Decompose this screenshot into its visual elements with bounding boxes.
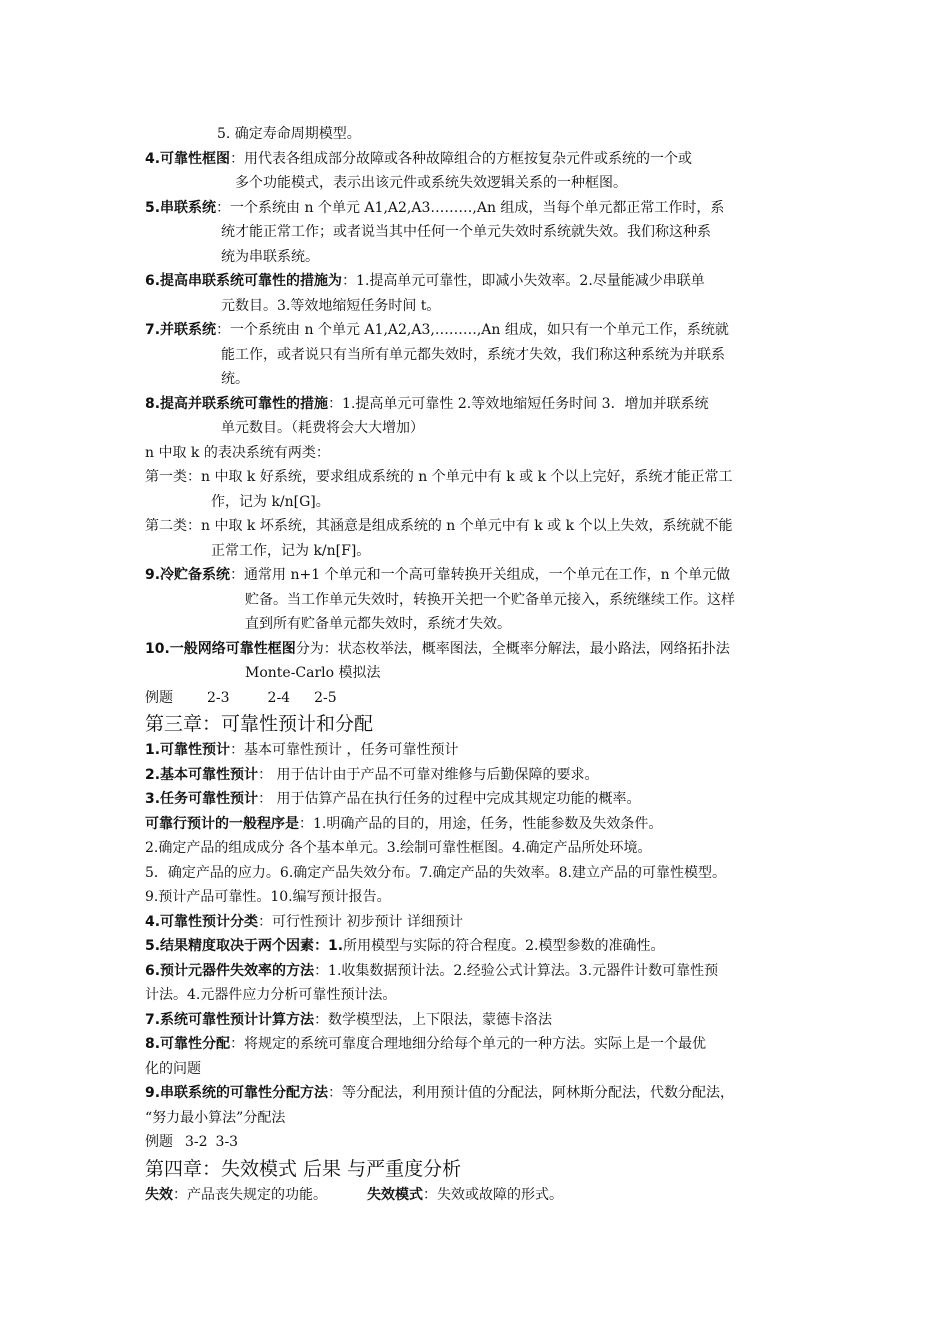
- paragraph-text: “努力最小算法”分配法: [145, 1109, 286, 1126]
- paragraph: [145, 885, 810, 910]
- paragraph-text: n 中取 k 好系统，要求组成系统的 n 个单元中有 k 或 k 个以上完好，系统才能正常工: [201, 469, 733, 485]
- definition-text: 统为串联系统。: [221, 248, 319, 265]
- definition-text: 统。: [221, 371, 249, 387]
- definition-continuation: [145, 245, 810, 270]
- definition-cold-standby: [145, 563, 810, 588]
- paragraph-text: ：1.明确产品的目的，用途，任务，性能参数及失效条件。: [299, 815, 663, 832]
- paragraph-text: ：产品丧失规定的功能。: [173, 1186, 327, 1203]
- paragraph: [145, 1183, 810, 1208]
- definition-text: ：用代表各组成部分故障或各种故障组合的方框按复杂元件或系统的一个或: [230, 150, 693, 167]
- paragraph-text: 所用模型与实际的符合程度。2.模型参数的准确性。: [343, 938, 665, 954]
- term: 10.一般网络可靠性框图: [145, 640, 296, 657]
- definition-text: Monte-Carlo 模拟法: [245, 665, 381, 681]
- paragraph: [145, 1081, 810, 1106]
- vote-system-type-2: [145, 514, 810, 539]
- paragraph-text: 2.确定产品的组成成分 各个基本单元。3.绘制可靠性框图。4.确定产品所处环境。: [145, 840, 652, 856]
- definition-network-diagram: [145, 637, 810, 662]
- definition-text: 贮备。当工作单元失效时，转换开关把一个贮备单元接入，系统继续工作。这样: [245, 591, 735, 608]
- examples-label: 例题: [145, 1134, 173, 1150]
- example-ref: 3-2: [185, 1134, 208, 1150]
- paragraph-continuation: [145, 490, 810, 515]
- definition-text: ：一个系统由 n 个单元 A1,A2,A3………,An 组成，当每个单元都正常工作时，系: [216, 199, 725, 216]
- paragraph-continuation: [145, 1057, 810, 1082]
- paragraph: [145, 910, 810, 935]
- paragraph-text: ：失效或故障的形式。: [423, 1186, 563, 1203]
- paragraph-text: ：可行性预计 初步预计 详细预计: [258, 913, 463, 930]
- paragraph-text: ：将规定的系统可靠度合理地细分给每个单元的一种方法。实际上是一个最优: [230, 1036, 707, 1052]
- lead-label: 第二类：: [145, 518, 201, 534]
- paragraph-text: 5．确定产品的应力。6.确定产品失效分布。7.确定产品的失效率。8.建立产品的可靠性模型。: [145, 864, 726, 881]
- term: 5.结果精度取决于两个因素: [145, 938, 315, 954]
- vote-system-type-1: [145, 465, 810, 490]
- paragraph: [145, 812, 810, 837]
- definition-text: ：1.提高单元可靠性 2.等效地缩短任务时间 3．增加并联系统: [328, 395, 709, 412]
- definition-continuation: [145, 416, 810, 441]
- chapter-3-heading: 第三章：可靠性预计和分配: [145, 713, 374, 735]
- term: 失效: [145, 1186, 173, 1203]
- definition-continuation: [145, 171, 810, 196]
- term: 9.串联系统的可靠性分配方法: [145, 1085, 329, 1101]
- item-text: 5. 确定寿命周期模型。: [217, 126, 361, 142]
- definition-continuation: [145, 367, 810, 392]
- definition-text: ：1.提高单元可靠性，即减小失效率。2.尽量能减少串联单: [342, 273, 705, 289]
- definition-continuation: [145, 612, 810, 637]
- paragraph-text: 9.预计产品可靠性。10.编写预计报告。: [145, 889, 391, 905]
- term: 6.提高串联系统可靠性的措施为: [145, 273, 343, 289]
- definition-text: 元数目。3.等效地缩短任务时间 t。: [221, 297, 441, 314]
- paragraph: [145, 934, 810, 959]
- term: 2.基本可靠性预计: [145, 766, 259, 783]
- example-ref: 2-3: [207, 689, 230, 706]
- examples-label: 例题: [145, 689, 173, 706]
- definition-parallel-improvement: [145, 392, 810, 417]
- term: 4.可靠性框图: [145, 150, 231, 167]
- term: 6.预计元器件失效率的方法: [145, 962, 315, 979]
- definition-continuation: [145, 220, 810, 245]
- term: 可靠行预计的一般程序是: [145, 815, 299, 832]
- paragraph-continuation: [145, 1106, 810, 1131]
- paragraph: [145, 861, 810, 886]
- paragraph-text: ：基本可靠性预计 ，任务可靠性预计: [230, 742, 459, 758]
- paragraph: [145, 836, 810, 861]
- term: 8.可靠性分配: [145, 1036, 231, 1052]
- definition-continuation: [145, 294, 810, 319]
- definition-text: ：通常用 n+1 个单元和一个高可靠转换开关组成，一个单元在工作，n 个单元做: [230, 567, 731, 583]
- paragraph: [145, 787, 810, 812]
- example-ref: 2-5: [314, 689, 337, 706]
- definition-text: ：一个系统由 n 个单元 A1,A2,A3,………,An 组成，如只有一个单元工作，系统就: [216, 322, 729, 338]
- example-ref: 2-4: [267, 689, 291, 706]
- paragraph-continuation: [145, 983, 810, 1008]
- term: 7.系统可靠性预计计算方法: [145, 1011, 315, 1028]
- paragraph-text: 作，记为 k/n[G]。: [211, 493, 330, 510]
- term: 8.提高并联系统可靠性的措施: [145, 395, 329, 412]
- definition-series-improvement: [145, 269, 810, 294]
- list-item: [145, 122, 810, 147]
- definition-parallel-system: [145, 318, 810, 343]
- definition-continuation: [145, 343, 810, 368]
- paragraph: [145, 763, 810, 788]
- paragraph-text: ： 用于估算产品在执行任务的过程中完成其规定功能的概率。: [258, 791, 641, 807]
- chapter-4-heading: 第四章：失效模式 后果 与严重度分析: [145, 1157, 462, 1180]
- definition-reliability-block-diagram: [145, 147, 810, 172]
- definition-text: 直到所有贮备单元都失效时，系统才失效。: [245, 616, 511, 632]
- example-ref: 3-3: [215, 1134, 239, 1150]
- definition-text: 单元数目。（耗费将会大大增加）: [221, 420, 424, 436]
- definition-continuation: [145, 588, 810, 613]
- lead-label: 第一类：: [145, 469, 201, 485]
- definition-series-system: [145, 196, 810, 221]
- paragraph: [145, 959, 810, 984]
- paragraph-text: ：1.收集数据预计法。2.经验公式计算法。3.元器件计数可靠性预: [314, 962, 719, 979]
- paragraph: [145, 1008, 810, 1033]
- paragraph: [145, 1032, 810, 1057]
- paragraph-text: ：数学模型法，上下限法，蒙德卡洛法: [314, 1011, 553, 1028]
- definition-continuation: [145, 661, 810, 686]
- definition-text: 分为：状态枚举法，概率图法，全概率分解法，最小路法，网络拓扑法: [295, 640, 730, 657]
- paragraph-text: ：等分配法，利用预计值的分配法，阿林斯分配法，代数分配法，: [328, 1085, 735, 1101]
- term-suffix: ：1.: [314, 938, 344, 954]
- definition-text: 多个功能模式，表示出该元件或系统失效逻辑关系的一种框图。: [235, 175, 627, 191]
- paragraph: [145, 441, 810, 466]
- paragraph-text: 化的问题: [145, 1060, 201, 1077]
- paragraph-text: n 中取 k 坏系统，其涵意是组成系统的 n 个单元中有 k 或 k 个以上失效，系统就不能: [201, 518, 733, 534]
- examples-line: [145, 686, 810, 711]
- paragraph-text: ： 用于估计由于产品不可靠对维修与后勤保障的要求。: [258, 766, 599, 783]
- term: 1.可靠性预计: [145, 742, 231, 758]
- paragraph-text: n 中取 k 的表决系统有两类：: [145, 444, 330, 461]
- definition-text: 统才能正常工作；或者说当其中任何一个单元失效时系统就失效。我们称这种系: [221, 224, 711, 240]
- paragraph-text: 正常工作，记为 k/n[F]。: [211, 542, 371, 559]
- term: 3.任务可靠性预计: [145, 791, 259, 807]
- definition-text: 能工作，或者说只有当所有单元都失效时，系统才失效，我们称这种系统为并联系: [221, 346, 725, 363]
- examples-line: [145, 1130, 810, 1155]
- term: 9.冷贮备系统: [145, 567, 231, 583]
- term: 5.串联系统: [145, 199, 217, 216]
- paragraph-text: 计法。4.元器件应力分析可靠性预计法。: [145, 987, 397, 1003]
- paragraph-continuation: [145, 539, 810, 564]
- document-body: [145, 122, 810, 1207]
- term: 4.可靠性预计分类: [145, 913, 259, 930]
- term: 失效模式: [367, 1186, 423, 1203]
- paragraph: [145, 738, 810, 763]
- term: 7.并联系统: [145, 322, 217, 338]
